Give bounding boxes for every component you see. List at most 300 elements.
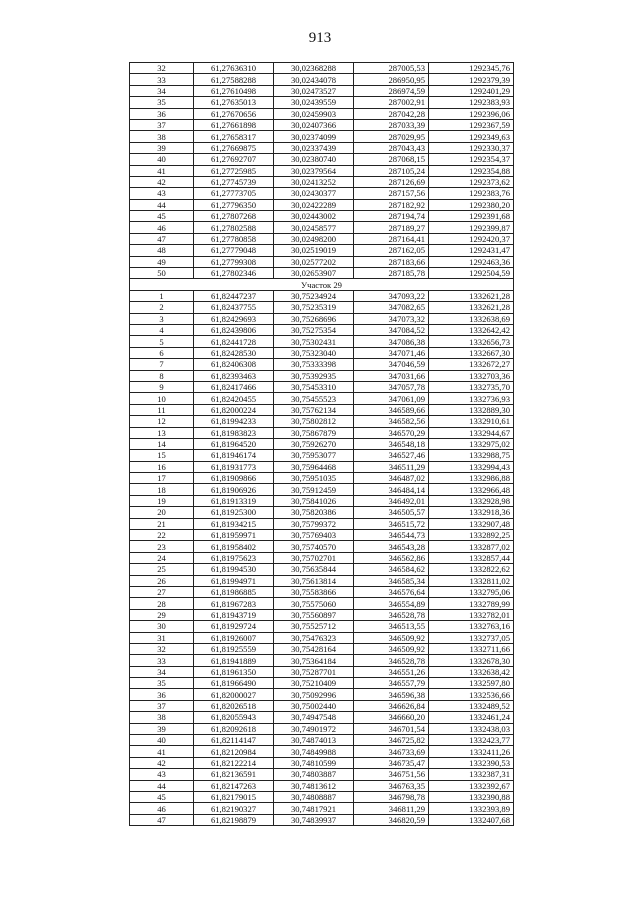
point-number: 32 <box>130 643 194 654</box>
latitude-cell: 61,82120984 <box>194 746 274 757</box>
y-coordinate-cell: 1332877,02 <box>429 541 514 552</box>
y-coordinate-cell: 1332763,16 <box>429 621 514 632</box>
y-coordinate-cell: 1292504,59 <box>429 268 514 279</box>
table-row <box>130 427 514 438</box>
latitude-cell: 61,81934215 <box>194 518 274 529</box>
x-coordinate-cell: 286974,59 <box>354 85 429 96</box>
latitude-cell: 61,27802346 <box>194 268 274 279</box>
x-coordinate-cell: 346513,55 <box>354 621 429 632</box>
x-coordinate-cell: 287189,27 <box>354 222 429 233</box>
latitude-cell: 61,27799308 <box>194 256 274 267</box>
x-coordinate-cell: 287029,95 <box>354 131 429 142</box>
longitude-cell: 30,74817921 <box>274 803 354 814</box>
longitude-cell: 30,75802812 <box>274 416 354 427</box>
x-coordinate-cell: 346543,28 <box>354 541 429 552</box>
latitude-cell: 61,81994971 <box>194 575 274 586</box>
y-coordinate-cell: 1332811,02 <box>429 575 514 586</box>
x-coordinate-cell: 346515,72 <box>354 518 429 529</box>
longitude-cell: 30,75210409 <box>274 678 354 689</box>
latitude-cell: 61,27779048 <box>194 245 274 256</box>
y-coordinate-cell: 1332597,80 <box>429 678 514 689</box>
latitude-cell: 61,82441728 <box>194 336 274 347</box>
x-coordinate-cell: 346725,82 <box>354 735 429 746</box>
point-number: 47 <box>130 814 194 825</box>
longitude-cell: 30,75323040 <box>274 347 354 358</box>
y-coordinate-cell: 1292420,37 <box>429 233 514 244</box>
point-number: 42 <box>130 176 194 187</box>
longitude-cell: 30,75455523 <box>274 393 354 404</box>
y-coordinate-cell: 1332822,62 <box>429 564 514 575</box>
table-row <box>130 324 514 335</box>
y-coordinate-cell: 1292383,93 <box>429 97 514 108</box>
x-coordinate-cell: 346548,18 <box>354 438 429 449</box>
latitude-cell: 61,81925300 <box>194 507 274 518</box>
point-number: 7 <box>130 359 194 370</box>
y-coordinate-cell: 1332737,05 <box>429 632 514 643</box>
point-number: 17 <box>130 473 194 484</box>
latitude-cell: 61,81913319 <box>194 495 274 506</box>
point-number: 46 <box>130 222 194 233</box>
latitude-cell: 61,82114147 <box>194 735 274 746</box>
point-number: 28 <box>130 598 194 609</box>
longitude-cell: 30,02379564 <box>274 165 354 176</box>
y-coordinate-cell: 1292354,37 <box>429 154 514 165</box>
point-number: 38 <box>130 712 194 723</box>
x-coordinate-cell: 346484,14 <box>354 484 429 495</box>
longitude-cell: 30,75926270 <box>274 438 354 449</box>
point-number: 45 <box>130 792 194 803</box>
y-coordinate-cell: 1292349,63 <box>429 131 514 142</box>
table-row <box>130 165 514 176</box>
point-number: 4 <box>130 324 194 335</box>
longitude-cell: 30,75092996 <box>274 689 354 700</box>
y-coordinate-cell: 1292391,68 <box>429 211 514 222</box>
latitude-cell: 61,82000224 <box>194 404 274 415</box>
table-row <box>130 393 514 404</box>
latitude-cell: 61,27780858 <box>194 233 274 244</box>
y-coordinate-cell: 1332910,61 <box>429 416 514 427</box>
y-coordinate-cell: 1332892,25 <box>429 530 514 541</box>
longitude-cell: 30,75867879 <box>274 427 354 438</box>
longitude-cell: 30,75575060 <box>274 598 354 609</box>
longitude-cell: 30,74839937 <box>274 814 354 825</box>
table-row <box>130 735 514 746</box>
point-number: 50 <box>130 268 194 279</box>
table-row <box>130 142 514 153</box>
x-coordinate-cell: 287002,91 <box>354 97 429 108</box>
longitude-cell: 30,02422289 <box>274 199 354 210</box>
x-coordinate-cell: 346589,66 <box>354 404 429 415</box>
table-row <box>130 63 514 74</box>
longitude-cell: 30,75235319 <box>274 302 354 313</box>
table-row <box>130 313 514 324</box>
point-number: 42 <box>130 757 194 768</box>
y-coordinate-cell: 1332390,88 <box>429 792 514 803</box>
point-number: 12 <box>130 416 194 427</box>
x-coordinate-cell: 287164,41 <box>354 233 429 244</box>
latitude-cell: 61,82393463 <box>194 370 274 381</box>
point-number: 1 <box>130 290 194 301</box>
latitude-cell: 61,81975623 <box>194 552 274 563</box>
longitude-cell: 30,74901972 <box>274 723 354 734</box>
y-coordinate-cell: 1332489,52 <box>429 700 514 711</box>
point-number: 5 <box>130 336 194 347</box>
longitude-cell: 30,02337439 <box>274 142 354 153</box>
longitude-cell: 30,02434078 <box>274 74 354 85</box>
latitude-cell: 61,27773705 <box>194 188 274 199</box>
table-row <box>130 359 514 370</box>
longitude-cell: 30,75275354 <box>274 324 354 335</box>
latitude-cell: 61,82136591 <box>194 769 274 780</box>
table-row <box>130 381 514 392</box>
point-number: 40 <box>130 154 194 165</box>
longitude-cell: 30,75702701 <box>274 552 354 563</box>
table-row <box>130 689 514 700</box>
x-coordinate-cell: 287157,56 <box>354 188 429 199</box>
point-number: 35 <box>130 678 194 689</box>
point-number: 36 <box>130 689 194 700</box>
table-row <box>130 814 514 825</box>
table-row <box>130 211 514 222</box>
point-number: 26 <box>130 575 194 586</box>
table-row <box>130 108 514 119</box>
longitude-cell: 30,75583866 <box>274 586 354 597</box>
x-coordinate-cell: 346701,54 <box>354 723 429 734</box>
x-coordinate-cell: 346527,46 <box>354 450 429 461</box>
latitude-cell: 61,81983823 <box>194 427 274 438</box>
y-coordinate-cell: 1332986,88 <box>429 473 514 484</box>
latitude-cell: 61,81961350 <box>194 666 274 677</box>
y-coordinate-cell: 1292396,06 <box>429 108 514 119</box>
latitude-cell: 61,82179015 <box>194 792 274 803</box>
x-coordinate-cell: 346554,89 <box>354 598 429 609</box>
table-row <box>130 643 514 654</box>
latitude-cell: 61,27802588 <box>194 222 274 233</box>
table-row <box>130 199 514 210</box>
latitude-cell: 61,82055943 <box>194 712 274 723</box>
y-coordinate-cell: 1292399,87 <box>429 222 514 233</box>
latitude-cell: 61,81925559 <box>194 643 274 654</box>
table-row <box>130 85 514 96</box>
y-coordinate-cell: 1332438,03 <box>429 723 514 734</box>
x-coordinate-cell: 346798,78 <box>354 792 429 803</box>
point-number: 18 <box>130 484 194 495</box>
point-number: 33 <box>130 655 194 666</box>
latitude-cell: 61,82198879 <box>194 814 274 825</box>
table-row <box>130 723 514 734</box>
latitude-cell: 61,82420455 <box>194 393 274 404</box>
point-number: 34 <box>130 666 194 677</box>
latitude-cell: 61,27635013 <box>194 97 274 108</box>
latitude-cell: 61,82437755 <box>194 302 274 313</box>
x-coordinate-cell: 287126,69 <box>354 176 429 187</box>
table-row <box>130 438 514 449</box>
latitude-cell: 61,27669875 <box>194 142 274 153</box>
x-coordinate-cell: 346733,69 <box>354 746 429 757</box>
table-row <box>130 598 514 609</box>
x-coordinate-cell: 347082,65 <box>354 302 429 313</box>
x-coordinate-cell: 346528,78 <box>354 655 429 666</box>
table-row <box>130 655 514 666</box>
longitude-cell: 30,75951035 <box>274 473 354 484</box>
point-number: 27 <box>130 586 194 597</box>
point-number: 43 <box>130 188 194 199</box>
x-coordinate-cell: 346660,20 <box>354 712 429 723</box>
x-coordinate-cell: 346544,73 <box>354 530 429 541</box>
table-row <box>130 290 514 301</box>
y-coordinate-cell: 1292401,29 <box>429 85 514 96</box>
latitude-cell: 61,82417466 <box>194 381 274 392</box>
point-number: 41 <box>130 746 194 757</box>
point-number: 43 <box>130 769 194 780</box>
longitude-cell: 30,02473527 <box>274 85 354 96</box>
longitude-cell: 30,75392935 <box>274 370 354 381</box>
x-coordinate-cell: 346492,01 <box>354 495 429 506</box>
y-coordinate-cell: 1332795,06 <box>429 586 514 597</box>
point-number: 33 <box>130 74 194 85</box>
x-coordinate-cell: 287162,05 <box>354 245 429 256</box>
longitude-cell: 30,02439559 <box>274 97 354 108</box>
longitude-cell: 30,75302431 <box>274 336 354 347</box>
longitude-cell: 30,02458577 <box>274 222 354 233</box>
y-coordinate-cell: 1332656,73 <box>429 336 514 347</box>
x-coordinate-cell: 346509,92 <box>354 632 429 643</box>
point-number: 2 <box>130 302 194 313</box>
x-coordinate-cell: 287033,39 <box>354 119 429 130</box>
table-row <box>130 233 514 244</box>
section-label: Участок 29 <box>130 279 514 290</box>
x-coordinate-cell: 346585,34 <box>354 575 429 586</box>
table-row <box>130 336 514 347</box>
page-number: 913 <box>308 30 332 46</box>
x-coordinate-cell: 347061,09 <box>354 393 429 404</box>
y-coordinate-cell: 1332423,77 <box>429 735 514 746</box>
table-row <box>130 621 514 632</box>
longitude-cell: 30,02407366 <box>274 119 354 130</box>
y-coordinate-cell: 1332889,30 <box>429 404 514 415</box>
longitude-cell: 30,75635844 <box>274 564 354 575</box>
point-number: 44 <box>130 199 194 210</box>
x-coordinate-cell: 347084,52 <box>354 324 429 335</box>
table-row <box>130 347 514 358</box>
latitude-cell: 61,81943719 <box>194 609 274 620</box>
point-number: 34 <box>130 85 194 96</box>
longitude-cell: 30,75476323 <box>274 632 354 643</box>
latitude-cell: 61,81946174 <box>194 450 274 461</box>
table-row <box>130 176 514 187</box>
x-coordinate-cell: 346487,02 <box>354 473 429 484</box>
longitude-cell: 30,75234924 <box>274 290 354 301</box>
x-coordinate-cell: 347093,22 <box>354 290 429 301</box>
x-coordinate-cell: 287194,74 <box>354 211 429 222</box>
point-number: 46 <box>130 803 194 814</box>
x-coordinate-cell: 346763,35 <box>354 780 429 791</box>
x-coordinate-cell: 347086,38 <box>354 336 429 347</box>
table-row <box>130 552 514 563</box>
x-coordinate-cell: 346528,78 <box>354 609 429 620</box>
longitude-cell: 30,02459903 <box>274 108 354 119</box>
y-coordinate-cell: 1332735,70 <box>429 381 514 392</box>
table-row <box>130 97 514 108</box>
longitude-cell: 30,75428164 <box>274 643 354 654</box>
longitude-cell: 30,75287701 <box>274 666 354 677</box>
x-coordinate-cell: 346551,26 <box>354 666 429 677</box>
table-row <box>130 404 514 415</box>
table-row <box>130 245 514 256</box>
x-coordinate-cell: 347071,46 <box>354 347 429 358</box>
y-coordinate-cell: 1292354,88 <box>429 165 514 176</box>
x-coordinate-cell: 287182,92 <box>354 199 429 210</box>
x-coordinate-cell: 346820,59 <box>354 814 429 825</box>
latitude-cell: 61,82000027 <box>194 689 274 700</box>
y-coordinate-cell: 1332782,01 <box>429 609 514 620</box>
longitude-cell: 30,75740570 <box>274 541 354 552</box>
point-number: 13 <box>130 427 194 438</box>
longitude-cell: 30,02577202 <box>274 256 354 267</box>
point-number: 44 <box>130 780 194 791</box>
y-coordinate-cell: 1332393,89 <box>429 803 514 814</box>
section-header <box>130 279 514 290</box>
x-coordinate-cell: 346751,56 <box>354 769 429 780</box>
table-row <box>130 154 514 165</box>
y-coordinate-cell: 1292379,39 <box>429 74 514 85</box>
longitude-cell: 30,75953077 <box>274 450 354 461</box>
table-row <box>130 450 514 461</box>
point-number: 3 <box>130 313 194 324</box>
latitude-cell: 61,27588288 <box>194 74 274 85</box>
x-coordinate-cell: 346557,79 <box>354 678 429 689</box>
y-coordinate-cell: 1292345,76 <box>429 63 514 74</box>
y-coordinate-cell: 1292373,62 <box>429 176 514 187</box>
point-number: 8 <box>130 370 194 381</box>
point-number: 14 <box>130 438 194 449</box>
table-row <box>130 564 514 575</box>
latitude-cell: 61,82092618 <box>194 723 274 734</box>
y-coordinate-cell: 1332988,75 <box>429 450 514 461</box>
latitude-cell: 61,27661898 <box>194 119 274 130</box>
x-coordinate-cell: 346811,29 <box>354 803 429 814</box>
x-coordinate-cell: 346584,62 <box>354 564 429 575</box>
point-number: 35 <box>130 97 194 108</box>
x-coordinate-cell: 346596,38 <box>354 689 429 700</box>
latitude-cell: 61,27670656 <box>194 108 274 119</box>
y-coordinate-cell: 1332638,69 <box>429 313 514 324</box>
latitude-cell: 61,82406308 <box>194 359 274 370</box>
latitude-cell: 61,27725985 <box>194 165 274 176</box>
x-coordinate-cell: 346511,29 <box>354 461 429 472</box>
table-row <box>130 700 514 711</box>
latitude-cell: 61,81906926 <box>194 484 274 495</box>
point-number: 47 <box>130 233 194 244</box>
latitude-cell: 61,27636310 <box>194 63 274 74</box>
table-row <box>130 518 514 529</box>
latitude-cell: 61,82026518 <box>194 700 274 711</box>
latitude-cell: 61,27692707 <box>194 154 274 165</box>
latitude-cell: 61,81909866 <box>194 473 274 484</box>
point-number: 22 <box>130 530 194 541</box>
longitude-cell: 30,74810599 <box>274 757 354 768</box>
point-number: 6 <box>130 347 194 358</box>
point-number: 31 <box>130 632 194 643</box>
latitude-cell: 61,27745739 <box>194 176 274 187</box>
x-coordinate-cell: 346576,64 <box>354 586 429 597</box>
y-coordinate-cell: 1332621,28 <box>429 290 514 301</box>
longitude-cell: 30,02498200 <box>274 233 354 244</box>
table-row <box>130 74 514 85</box>
latitude-cell: 61,82447237 <box>194 290 274 301</box>
longitude-cell: 30,02380740 <box>274 154 354 165</box>
longitude-cell: 30,74849988 <box>274 746 354 757</box>
table-row <box>130 575 514 586</box>
y-coordinate-cell: 1332411,26 <box>429 746 514 757</box>
y-coordinate-cell: 1332736,93 <box>429 393 514 404</box>
y-coordinate-cell: 1292367,59 <box>429 119 514 130</box>
table-row <box>130 757 514 768</box>
y-coordinate-cell: 1332461,24 <box>429 712 514 723</box>
table-row <box>130 792 514 803</box>
point-number: 16 <box>130 461 194 472</box>
table-row <box>130 302 514 313</box>
table-row <box>130 780 514 791</box>
table-row <box>130 416 514 427</box>
x-coordinate-cell: 287042,28 <box>354 108 429 119</box>
point-number: 10 <box>130 393 194 404</box>
latitude-cell: 61,82439806 <box>194 324 274 335</box>
y-coordinate-cell: 1292383,76 <box>429 188 514 199</box>
y-coordinate-cell: 1332907,48 <box>429 518 514 529</box>
longitude-cell: 30,74808887 <box>274 792 354 803</box>
x-coordinate-cell: 287068,15 <box>354 154 429 165</box>
longitude-cell: 30,75333398 <box>274 359 354 370</box>
point-number: 37 <box>130 700 194 711</box>
latitude-cell: 61,27658317 <box>194 131 274 142</box>
longitude-cell: 30,75613814 <box>274 575 354 586</box>
latitude-cell: 61,82147263 <box>194 780 274 791</box>
latitude-cell: 61,82429693 <box>194 313 274 324</box>
point-number: 41 <box>130 165 194 176</box>
latitude-cell: 61,81931773 <box>194 461 274 472</box>
table-row <box>130 507 514 518</box>
point-number: 20 <box>130 507 194 518</box>
section-row <box>130 279 514 290</box>
latitude-cell: 61,81967283 <box>194 598 274 609</box>
table-row <box>130 461 514 472</box>
point-number: 9 <box>130 381 194 392</box>
longitude-cell: 30,02443002 <box>274 211 354 222</box>
longitude-cell: 30,75560897 <box>274 609 354 620</box>
y-coordinate-cell: 1332928,98 <box>429 495 514 506</box>
longitude-cell: 30,75769403 <box>274 530 354 541</box>
latitude-cell: 61,82190327 <box>194 803 274 814</box>
point-number: 32 <box>130 63 194 74</box>
latitude-cell: 61,81986885 <box>194 586 274 597</box>
y-coordinate-cell: 1332975,02 <box>429 438 514 449</box>
latitude-cell: 61,81966490 <box>194 678 274 689</box>
table-row <box>130 632 514 643</box>
longitude-cell: 30,75820386 <box>274 507 354 518</box>
longitude-cell: 30,02430377 <box>274 188 354 199</box>
y-coordinate-cell: 1332536,66 <box>429 689 514 700</box>
y-coordinate-cell: 1332857,44 <box>429 552 514 563</box>
y-coordinate-cell: 1332711,66 <box>429 643 514 654</box>
x-coordinate-cell: 346735,47 <box>354 757 429 768</box>
y-coordinate-cell: 1332918,36 <box>429 507 514 518</box>
latitude-cell: 61,81964520 <box>194 438 274 449</box>
x-coordinate-cell: 287005,53 <box>354 63 429 74</box>
point-number: 39 <box>130 142 194 153</box>
point-number: 19 <box>130 495 194 506</box>
x-coordinate-cell: 346570,29 <box>354 427 429 438</box>
